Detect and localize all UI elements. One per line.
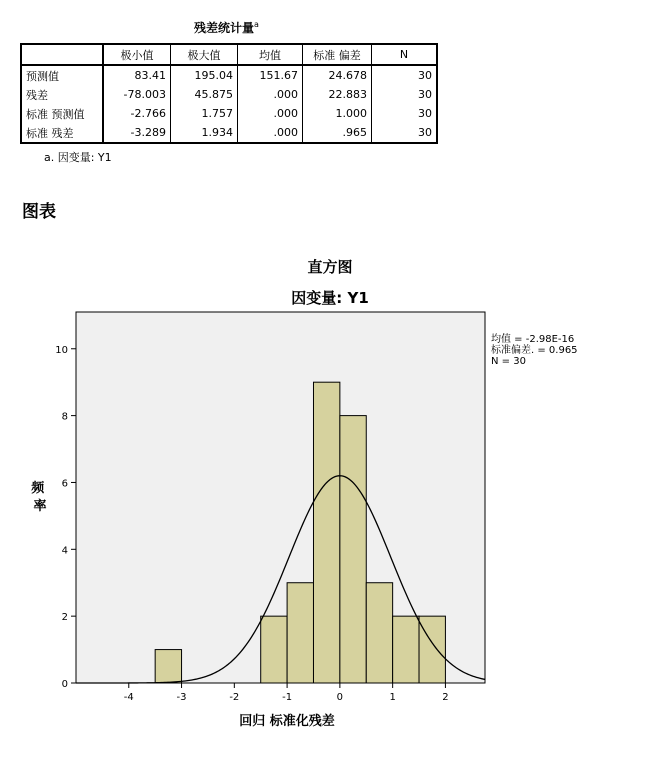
histogram-bar (155, 650, 181, 683)
x-tick-label: -4 (123, 692, 134, 703)
row-label: 标准 预测值 (21, 104, 103, 123)
header-cell: 均值 (238, 44, 303, 65)
row-label: 残差 (21, 85, 103, 104)
table-cell: 83.41 (103, 65, 171, 85)
table-row (21, 104, 437, 123)
table-cell: 1.000 (303, 104, 372, 123)
y-tick-label: 2 (61, 612, 68, 624)
table-cell: 30 (372, 123, 438, 143)
table-footnote: a. 因变量: Y1 (44, 151, 112, 164)
header-cell: 标准 偏差 (303, 44, 372, 65)
y-tick-label: 8 (61, 411, 68, 423)
table-row (21, 85, 437, 104)
x-tick-label: 1 (389, 692, 396, 703)
legend-mean: 均值 = -2.98E-16 (491, 334, 575, 345)
chart-subtitle: 因变量: Y1 (291, 289, 369, 307)
histogram-bar (419, 616, 445, 683)
table-cell: 22.883 (303, 85, 372, 104)
table-title: 残差统计量$^a$ (194, 20, 259, 35)
histogram-bar (393, 616, 419, 683)
table-cell: 24.678 (303, 65, 372, 85)
table-cell: .000 (238, 85, 303, 104)
y-axis-label: 频 率 (31, 481, 47, 514)
y-tick-label: 0 (61, 679, 68, 690)
header-cell: 极小值 (103, 44, 171, 65)
row-label: 预测值 (21, 65, 103, 85)
y-tick-label: 4 (61, 545, 68, 557)
table-cell: 195.04 (171, 65, 238, 85)
table-cell: -2.766 (103, 104, 171, 123)
x-tick-label: 0 (336, 692, 344, 703)
table-header-row (21, 44, 437, 65)
x-tick-label: 2 (442, 692, 449, 703)
table-cell: 1.934 (171, 123, 238, 143)
table-cell: 45.875 (171, 85, 238, 104)
section-title: 图表 (22, 202, 56, 222)
histogram-chart (0, 240, 655, 769)
header-cell: N (372, 44, 438, 65)
table-cell: 1.757 (171, 104, 238, 123)
table-cell: 151.67 (238, 65, 303, 85)
x-tick-label: -2 (229, 692, 240, 703)
table-cell: 30 (372, 85, 438, 104)
table-cell: 30 (372, 104, 438, 123)
table-cell: .000 (238, 123, 303, 143)
table-cell: -3.289 (103, 123, 171, 143)
x-tick-label: -1 (282, 692, 293, 703)
table-cell: -78.003 (103, 85, 171, 104)
x-tick-label: -3 (176, 692, 187, 703)
table-cell: 30 (372, 65, 438, 85)
y-tick-label: 6 (61, 478, 68, 490)
histogram-bar (287, 583, 313, 683)
histogram-bar (366, 583, 392, 683)
histogram-bar (313, 382, 339, 683)
residual-stats-table (20, 43, 438, 144)
header-cell (21, 44, 103, 65)
header-cell: 极大值 (171, 44, 238, 65)
table-cell: .000 (238, 104, 303, 123)
table-row (21, 123, 437, 143)
table-row (21, 65, 437, 85)
table-cell: .965 (303, 123, 372, 143)
x-axis-label: 回归 标准化残差 (239, 714, 335, 729)
legend-sd: 标准偏差. = 0.965 (491, 345, 578, 356)
stats-legend (491, 332, 578, 367)
legend-n: N = 30 (491, 356, 526, 367)
histogram-bar (340, 416, 366, 683)
row-label: 标准 残差 (21, 123, 103, 143)
y-tick-label: 10 (55, 344, 68, 356)
chart-title: 直方图 (307, 258, 353, 276)
histogram-bar (261, 616, 287, 683)
